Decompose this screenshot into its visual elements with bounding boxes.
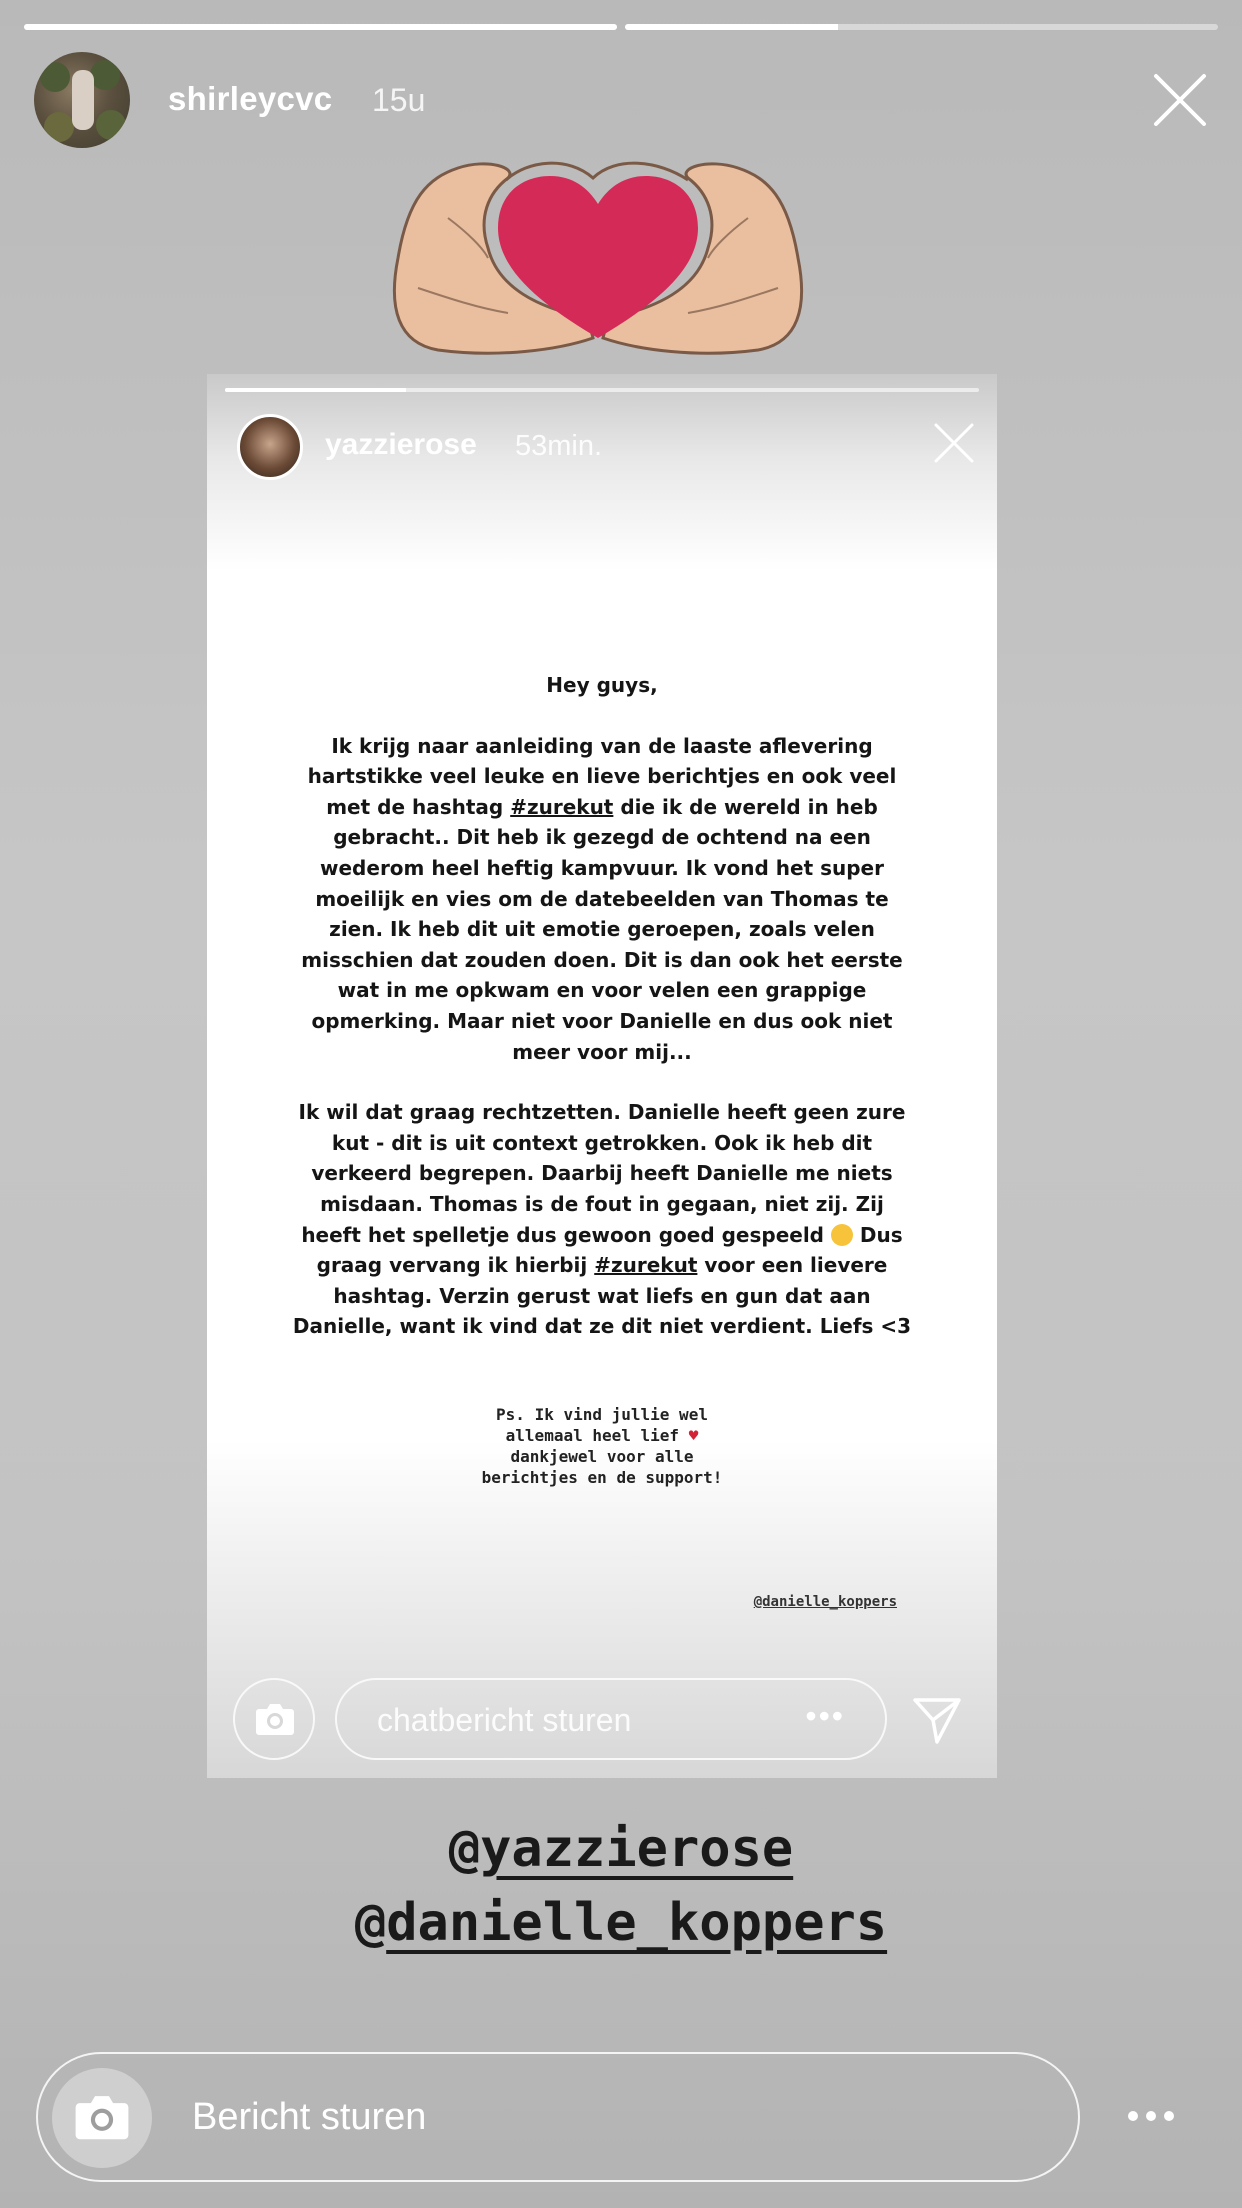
close-icon: [933, 422, 975, 464]
progress-segment: [625, 24, 1218, 30]
embedded-avatar: [237, 414, 303, 480]
embedded-mention: @danielle_koppers: [753, 1594, 897, 1610]
hashtag: #zurekut: [594, 1253, 698, 1278]
mention-stickers: [0, 1812, 1242, 1960]
story-username[interactable]: shirleycvc: [168, 80, 333, 117]
embedded-username: yazzierose: [325, 428, 477, 461]
send-icon: [911, 1694, 963, 1746]
progress-segment: [24, 24, 617, 30]
embedded-story: [207, 374, 997, 1778]
embedded-reply-field: chatbericht sturen •••: [335, 1678, 887, 1760]
upside-down-smile-icon: [831, 1224, 853, 1246]
more-icon: •••: [805, 1698, 845, 1734]
story-header: [34, 52, 1208, 150]
embedded-progress: [225, 388, 979, 392]
story-letter: [287, 670, 917, 1342]
mention-danielle-koppers[interactable]: @danielle_koppers: [354, 1893, 888, 1953]
heart-hands-icon: [388, 138, 808, 358]
camera-icon: [74, 2092, 130, 2142]
hashtag: #zurekut: [510, 794, 614, 819]
letter-greeting: Hey guys,: [546, 673, 658, 697]
letter-paragraph-2: Ik wil dat graag rechtzetten. Danielle heeft geen zure kut - dit is uit context getrokken. Ook ik heb dit verkeerd begrepen. Daarbij heeft Danielle me niets misdaan. Thomas is de fout in gegaan, niet zij. Zij heeft het spelletje dus gewoon goed gespeeld Dus graag vervang ik hierbij #zurekut voor een lievere hashtag. Verzin gerust wat liefs en gun dat aan Danielle, want ik vind dat ze dit niet verdient. Liefs <3: [292, 1100, 912, 1339]
mention-yazzierose[interactable]: @yazzierose: [448, 1819, 794, 1879]
message-bar[interactable]: [36, 2052, 1080, 2182]
embedded-time: 53min.: [515, 430, 603, 462]
camera-icon: [255, 1701, 295, 1737]
avatar[interactable]: [34, 52, 130, 148]
story-time: 15u: [372, 82, 426, 118]
letter-paragraph-1: Ik krijg naar aanleiding van de laaste aflevering hartstikke veel leuke en lieve berichtjes en ook veel met de hashtag #zurekut die ik de wereld in heb gebracht.. Dit heb ik gezegd de ochtend na een wederom heel heftig kampvuur. Ik vond het super moeilijk en vies om de datebeelden van Thomas te zien. Ik heb dit uit emotie geroepen, zoals velen misschien dat zouden doen. Dit is dan ook het eerste wat in me opkwam en voor velen een grappige opmerking. Maar niet voor Danielle en dus ook niet meer voor mij...: [301, 733, 903, 1064]
story-progress: [24, 24, 1218, 30]
camera-button[interactable]: [52, 2068, 152, 2168]
message-input[interactable]: Bericht sturen: [192, 2096, 427, 2138]
close-icon[interactable]: [1152, 72, 1208, 128]
ps-note: Ps. Ik vind jullie wel allemaal heel lief ♥ dankjewel voor alle berichtjes en de support!: [481, 1405, 723, 1487]
embedded-camera-button: [233, 1678, 315, 1760]
more-icon[interactable]: [1128, 2096, 1184, 2136]
heart-icon: ♥: [688, 1426, 699, 1445]
